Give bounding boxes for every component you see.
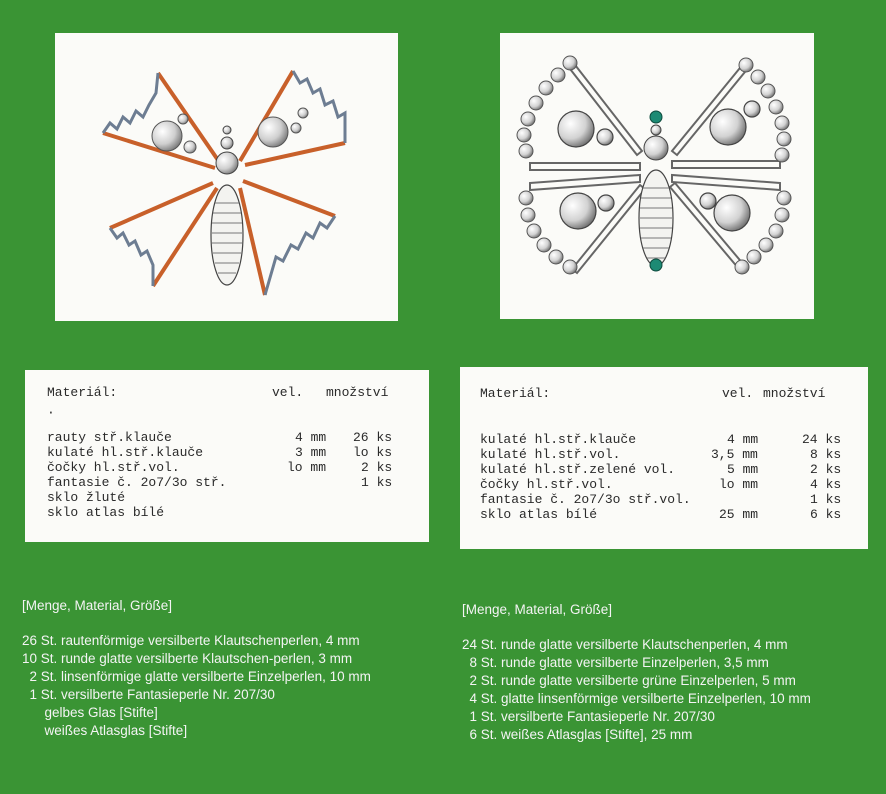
lower-right-wing [240, 181, 335, 295]
material-name: fantasie č. 2o7/3o stř. [47, 475, 227, 490]
lower-left-wing [110, 183, 217, 286]
right-butterfly-drawing [500, 33, 814, 319]
translation-line: 8 St. runde glatte versilberte Einzelperlen, 3,5 mm [462, 655, 769, 670]
translation-line: weißes Atlasglas [Stifte] [22, 723, 188, 738]
material-qty: 2 ks [810, 462, 842, 477]
left-butterfly-illustration [55, 33, 398, 321]
right-translation [462, 601, 811, 744]
material-name: fantasie č. 2o7/3o stř.vol. [480, 492, 691, 507]
material-size: 3 mm [295, 445, 327, 460]
material-size: lo mm [719, 477, 759, 492]
material-qty: 6 ks [810, 507, 842, 522]
material-name: kulaté hl.stř.vol. [480, 447, 621, 462]
translation-line: 2 St. linsenförmige glatte versilberte Einzelperlen, 10 mm [22, 669, 371, 684]
material-size: 4 mm [295, 430, 327, 445]
material-size: 25 mm [719, 507, 759, 522]
translation-line: 1 St. versilberte Fantasieperle Nr. 207/30 [462, 709, 715, 724]
translation-line: 4 St. glatte linsenförmige versilberte Einzelperlen, 10 mm [462, 691, 811, 706]
quantity-header: množství [326, 385, 389, 400]
left-butterfly-drawing [55, 33, 398, 321]
material-name: sklo žluté [47, 490, 126, 505]
upper-left-wing [103, 73, 220, 168]
material-name: sklo atlas bílé [480, 507, 598, 522]
size-header: vel. [272, 385, 304, 400]
material-qty: 8 ks [810, 447, 842, 462]
translation-header: [Menge, Material, Größe] [462, 602, 613, 617]
stray-dot: · [47, 405, 55, 420]
material-header: Materiál: [480, 386, 551, 401]
material-size: 4 mm [727, 432, 759, 447]
material-qty: 1 ks [361, 475, 393, 490]
size-header: vel. [722, 386, 754, 401]
translation-header: [Menge, Material, Größe] [22, 598, 173, 613]
material-name: sklo atlas bílé [47, 505, 165, 520]
material-qty: 1 ks [810, 492, 842, 507]
material-size: 5 mm [727, 462, 759, 477]
translation-line: 24 St. runde glatte versilberte Klautschenperlen, 4 mm [462, 637, 788, 652]
left-translation [22, 597, 371, 740]
quantity-header: množství [763, 386, 826, 401]
material-qty: 26 ks [353, 430, 393, 445]
material-header: Materiál: [47, 385, 118, 400]
right-material-card [460, 367, 868, 549]
material-name: rauty stř.klauče [47, 430, 172, 445]
material-qty: 4 ks [810, 477, 842, 492]
material-name: čočky hl.stř.vol. [47, 460, 180, 475]
translation-line: gelbes Glas [Stifte] [22, 705, 158, 720]
butterfly-body [211, 126, 243, 285]
translation-line: 6 St. weißes Atlasglas [Stifte], 25 mm [462, 727, 693, 742]
material-name: kulaté hl.stř.zelené vol. [480, 462, 676, 477]
translation-line: 26 St. rautenförmige versilberte Klautschenperlen, 4 mm [22, 633, 360, 648]
translation-line: 10 St. runde glatte versilberte Klautschen-perlen, 3 mm [22, 651, 353, 666]
butterfly-body [639, 111, 673, 271]
left-material-card [25, 370, 429, 542]
material-qty: 2 ks [361, 460, 393, 475]
material-size: lo mm [287, 460, 327, 475]
right-butterfly-illustration [500, 33, 814, 319]
translation-line: 1 St. versilberte Fantasieperle Nr. 207/30 [22, 687, 275, 702]
material-name: kulaté hl.stř.klauče [480, 432, 637, 447]
material-size: 3,5 mm [711, 447, 758, 462]
upper-right-wing [240, 71, 345, 165]
translation-line: 2 St. runde glatte versilberte grüne Einzelperlen, 5 mm [462, 673, 796, 688]
material-qty: lo ks [353, 445, 393, 460]
material-name: čočky hl.stř.vol. [480, 477, 613, 492]
material-qty: 24 ks [802, 432, 842, 447]
material-name: kulaté hl.stř.klauče [47, 445, 204, 460]
